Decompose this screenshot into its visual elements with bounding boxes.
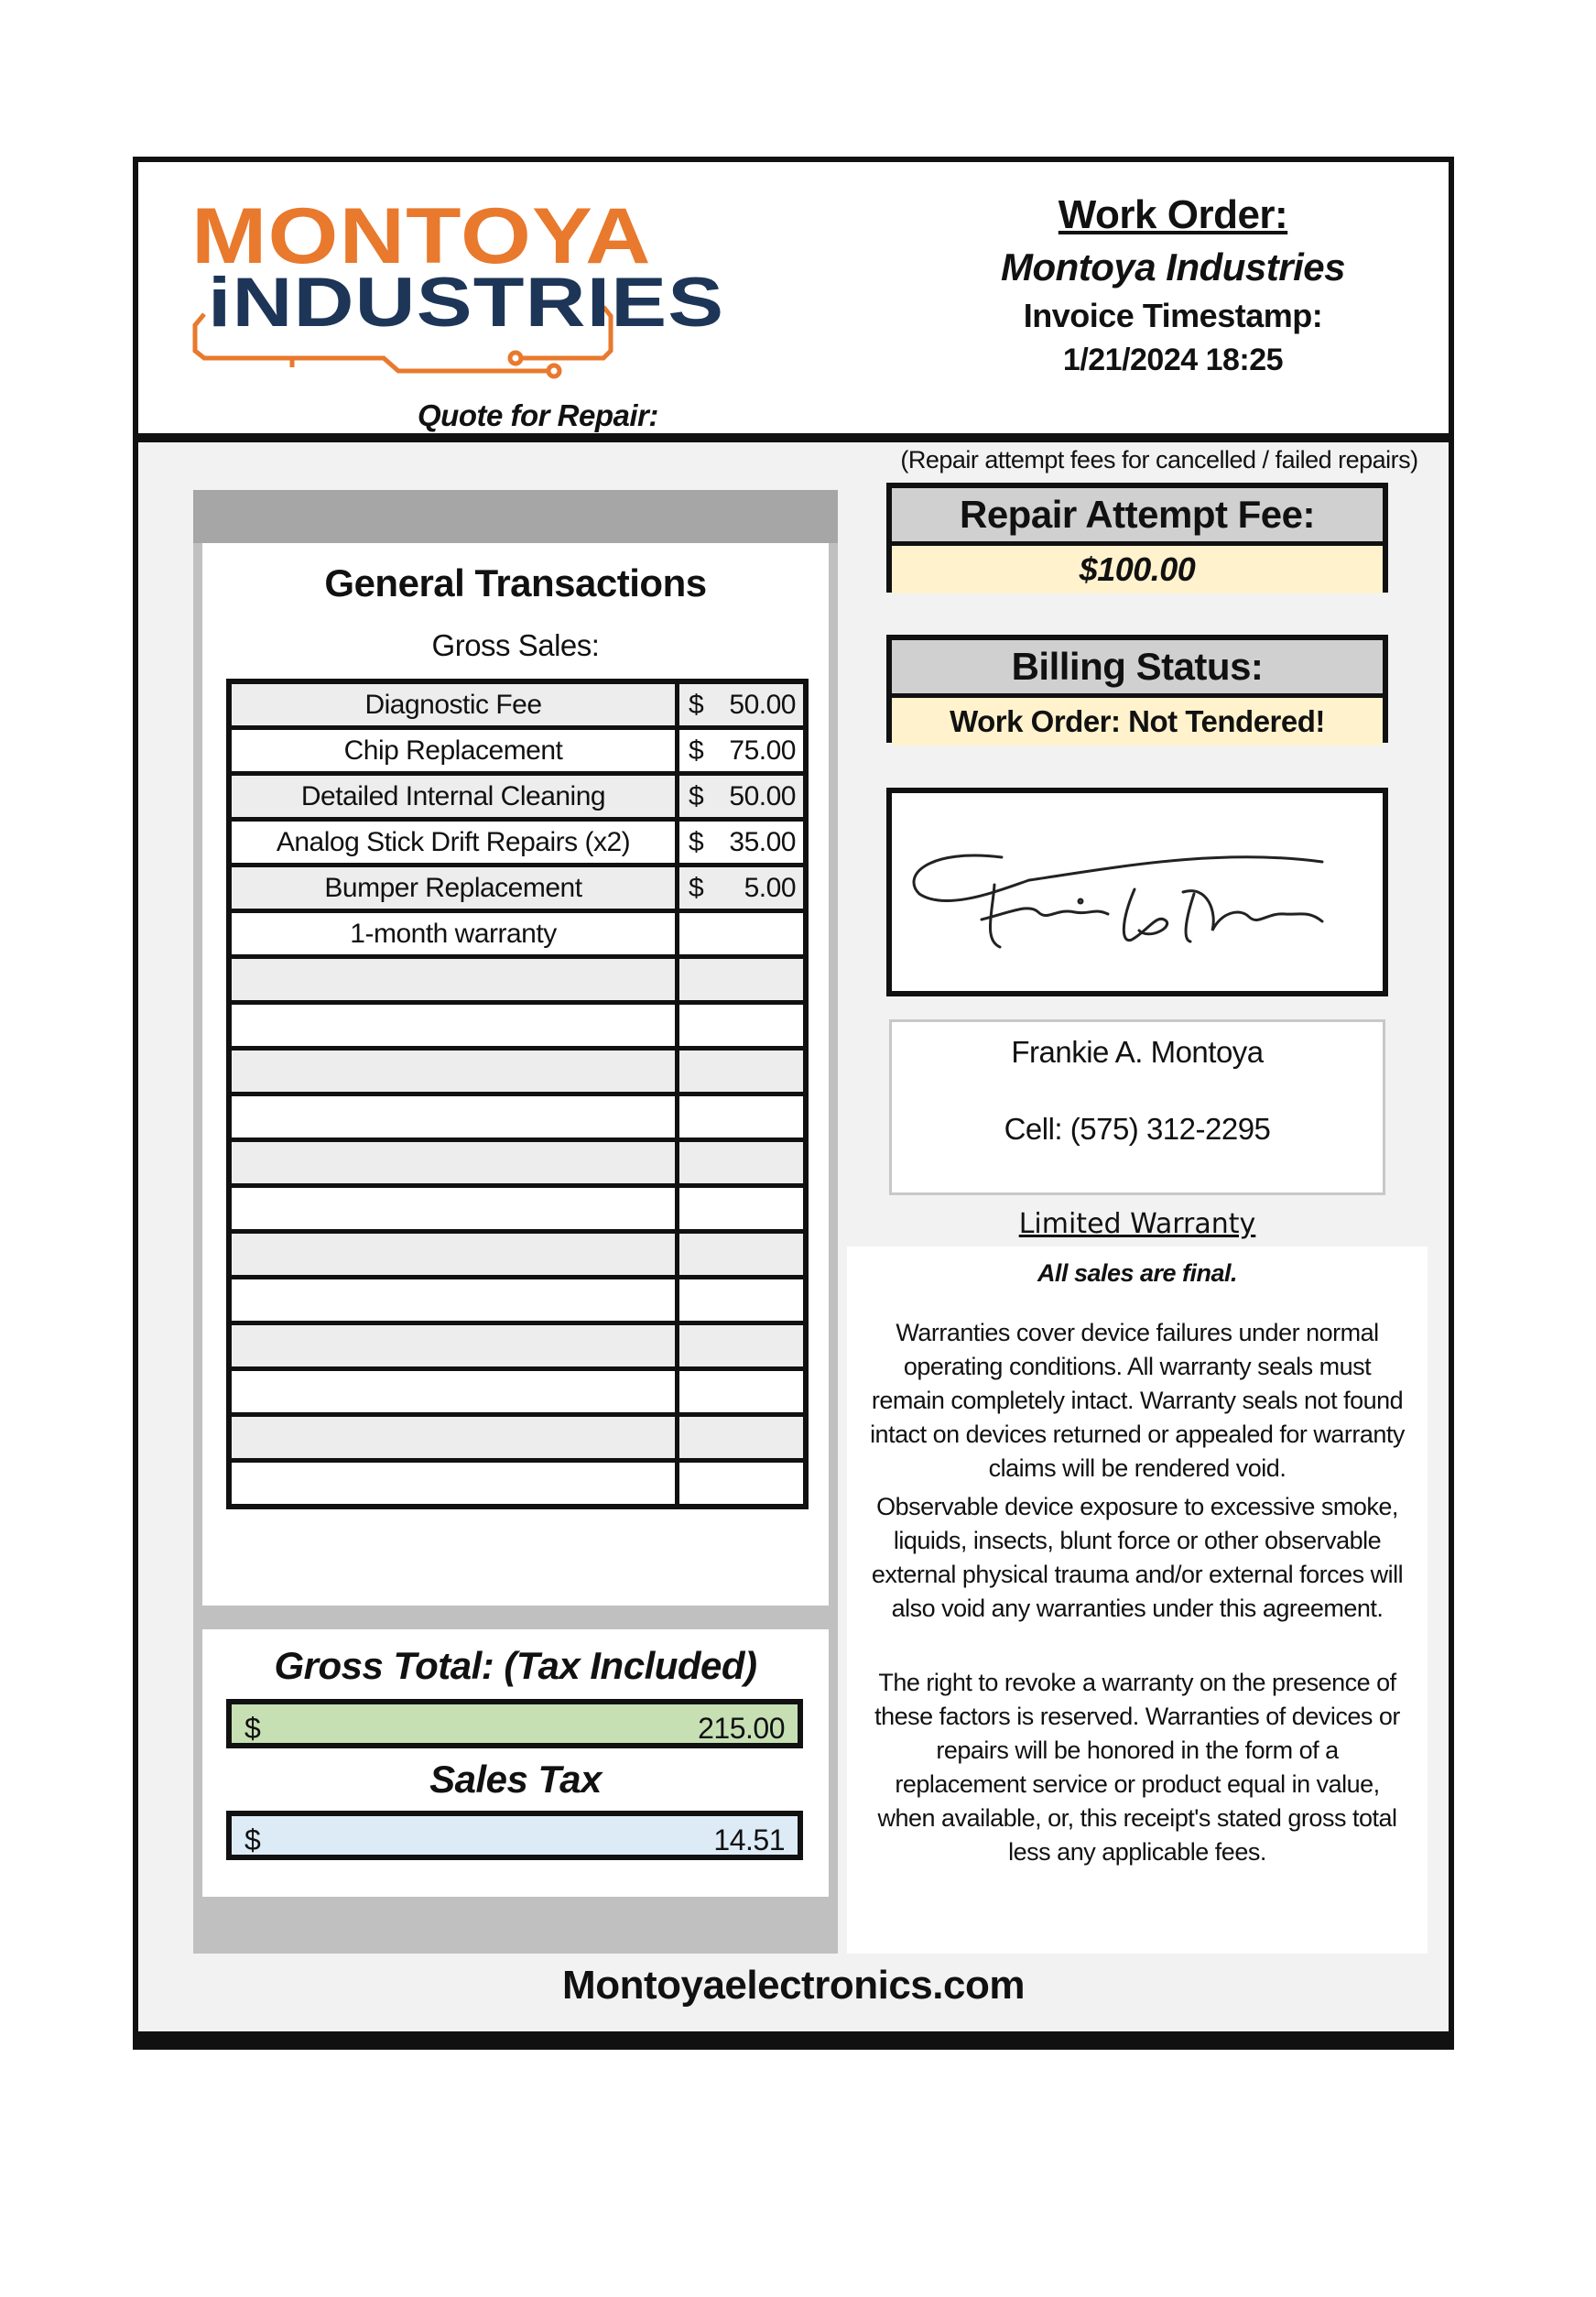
line-item-description bbox=[229, 1369, 678, 1415]
billing-status-box bbox=[886, 635, 1388, 743]
warranty-paragraph: The right to revoke a warranty on the presence of these factors is reserved. Warranties of devices or repairs will be honored in the form of a replacement service or product equal in value, when available, or, this receipt's stated gross total less any applicable fees. bbox=[874, 1669, 1400, 1866]
line-item-amount-cell bbox=[678, 1186, 807, 1232]
currency-symbol: $ bbox=[689, 781, 704, 811]
line-item-amount-cell bbox=[678, 728, 807, 774]
line-item-description bbox=[229, 1140, 678, 1186]
line-item-amount: 5.00 bbox=[744, 873, 796, 903]
repair-fee-label: Repair Attempt Fee: bbox=[892, 488, 1383, 546]
currency-symbol: $ bbox=[244, 1712, 261, 1745]
table-row bbox=[229, 728, 806, 774]
document-header bbox=[138, 162, 1449, 442]
repair-fee-value: $100.00 bbox=[892, 546, 1383, 593]
work-order-title: Work Order: bbox=[1058, 192, 1288, 237]
transactions-title: General Transactions bbox=[324, 561, 707, 604]
logo-wordmark-top: MONTOYA bbox=[191, 192, 652, 280]
line-item-amount-cell bbox=[678, 865, 807, 911]
table-row bbox=[229, 1049, 806, 1094]
line-item-description: 1-month warranty bbox=[229, 911, 678, 957]
totals-section bbox=[202, 1629, 829, 1897]
table-row bbox=[229, 865, 806, 911]
currency-symbol: $ bbox=[689, 735, 704, 766]
line-item-amount: 50.00 bbox=[729, 690, 796, 720]
table-row bbox=[229, 681, 806, 728]
repair-fee-box bbox=[886, 483, 1388, 593]
table-row bbox=[229, 774, 806, 820]
line-item-description: Analog Stick Drift Repairs (x2) bbox=[229, 820, 678, 865]
signature-box bbox=[886, 788, 1388, 996]
transactions-panel bbox=[193, 490, 838, 1954]
table-row bbox=[229, 1094, 806, 1140]
panel-top-strip bbox=[193, 490, 838, 543]
warranty-section bbox=[847, 1246, 1428, 1954]
table-row bbox=[229, 911, 806, 957]
company-name: Montoya Industries bbox=[1000, 245, 1346, 288]
line-item-amount-cell bbox=[678, 1461, 807, 1508]
table-row bbox=[229, 1415, 806, 1461]
currency-symbol: $ bbox=[244, 1823, 261, 1856]
line-item-amount-cell bbox=[678, 1003, 807, 1049]
line-item-description bbox=[229, 1323, 678, 1369]
timestamp-value: 1/21/2024 18:25 bbox=[1062, 343, 1284, 377]
gross-total-field bbox=[226, 1699, 803, 1748]
billing-status-label: Billing Status: bbox=[892, 640, 1383, 698]
sales-final-note: All sales are final. bbox=[1037, 1259, 1238, 1287]
table-row bbox=[229, 1140, 806, 1186]
logo-wordmark-bottom: iNDUSTRIES bbox=[208, 264, 725, 342]
line-item-description bbox=[229, 957, 678, 1003]
table-row bbox=[229, 1278, 806, 1323]
handwritten-signature bbox=[892, 793, 1383, 991]
line-item-amount-cell bbox=[678, 820, 807, 865]
currency-symbol: $ bbox=[689, 690, 704, 720]
line-item-amount-cell bbox=[678, 957, 807, 1003]
bottom-border bbox=[138, 2031, 1449, 2044]
line-item-description: Diagnostic Fee bbox=[229, 681, 678, 728]
line-item-amount-cell bbox=[678, 1232, 807, 1278]
transactions-table bbox=[226, 679, 809, 1509]
sales-tax-label: Sales Tax bbox=[429, 1758, 602, 1801]
sales-tax-value: 14.51 bbox=[713, 1823, 785, 1856]
line-item-amount-cell bbox=[678, 1369, 807, 1415]
contact-phone: Cell: (575) 312-2295 bbox=[1004, 1112, 1271, 1146]
line-item-amount-cell bbox=[678, 1323, 807, 1369]
line-item-description bbox=[229, 1415, 678, 1461]
currency-symbol: $ bbox=[689, 873, 704, 903]
transactions-section bbox=[202, 543, 829, 1606]
quote-label: Quote for Repair: bbox=[418, 398, 658, 432]
table-row bbox=[229, 957, 806, 1003]
line-item-description bbox=[229, 1094, 678, 1140]
currency-symbol: $ bbox=[689, 827, 704, 857]
line-item-amount-cell bbox=[678, 1094, 807, 1140]
line-item-description: Chip Replacement bbox=[229, 728, 678, 774]
timestamp-label: Invoice Timestamp: bbox=[1023, 297, 1323, 334]
line-item-description bbox=[229, 1049, 678, 1094]
line-item-description: Bumper Replacement bbox=[229, 865, 678, 911]
table-row bbox=[229, 1186, 806, 1232]
line-item-description: Detailed Internal Cleaning bbox=[229, 774, 678, 820]
line-item-amount-cell bbox=[678, 774, 807, 820]
gross-total-label: Gross Total: (Tax Included) bbox=[274, 1644, 757, 1687]
line-item-amount-cell bbox=[678, 1415, 807, 1461]
table-row bbox=[229, 1003, 806, 1049]
gross-sales-label: Gross Sales: bbox=[431, 628, 600, 662]
contact-card bbox=[889, 1019, 1385, 1195]
repair-fee-note: (Repair attempt fees for cancelled / failed repairs) bbox=[900, 446, 1418, 474]
table-row bbox=[229, 1323, 806, 1369]
line-item-amount: 75.00 bbox=[729, 735, 796, 766]
line-item-amount-cell bbox=[678, 1140, 807, 1186]
work-order-info bbox=[926, 190, 1420, 382]
warranty-paragraph: Warranties cover device failures under normal operating conditions. All warranty seals must remain completely intact. Warranty seals not found intact on devices returned or appealed for warranty claims will be rendered void. bbox=[870, 1319, 1405, 1482]
table-row bbox=[229, 820, 806, 865]
table-row bbox=[229, 1461, 806, 1508]
table-row bbox=[229, 1369, 806, 1415]
line-item-description bbox=[229, 1186, 678, 1232]
website-footer: Montoyaelectronics.com bbox=[562, 1963, 1025, 2008]
line-item-description bbox=[229, 1461, 678, 1508]
table-row bbox=[229, 1232, 806, 1278]
warranty-paragraph: Observable device exposure to excessive smoke, liquids, insects, blunt force or other observable external physical trauma and/or external forces will also void any warranties under this agreement. bbox=[871, 1493, 1404, 1622]
sales-tax-field bbox=[226, 1811, 803, 1860]
line-item-amount-cell bbox=[678, 911, 807, 957]
warranty-title: Limited Warranty bbox=[1018, 1208, 1256, 1240]
billing-status-value: Work Order: Not Tendered! bbox=[892, 698, 1383, 746]
line-item-description bbox=[229, 1003, 678, 1049]
line-item-amount-cell bbox=[678, 1049, 807, 1094]
work-order-document bbox=[133, 157, 1454, 2050]
line-item-amount: 50.00 bbox=[729, 781, 796, 811]
gross-total-value: 215.00 bbox=[698, 1712, 785, 1745]
line-item-description bbox=[229, 1232, 678, 1278]
company-logo bbox=[173, 192, 725, 371]
line-item-description bbox=[229, 1278, 678, 1323]
line-item-amount-cell bbox=[678, 681, 807, 728]
line-item-amount-cell bbox=[678, 1278, 807, 1323]
line-item-amount: 35.00 bbox=[729, 827, 796, 857]
contact-name: Frankie A. Montoya bbox=[1011, 1035, 1264, 1069]
